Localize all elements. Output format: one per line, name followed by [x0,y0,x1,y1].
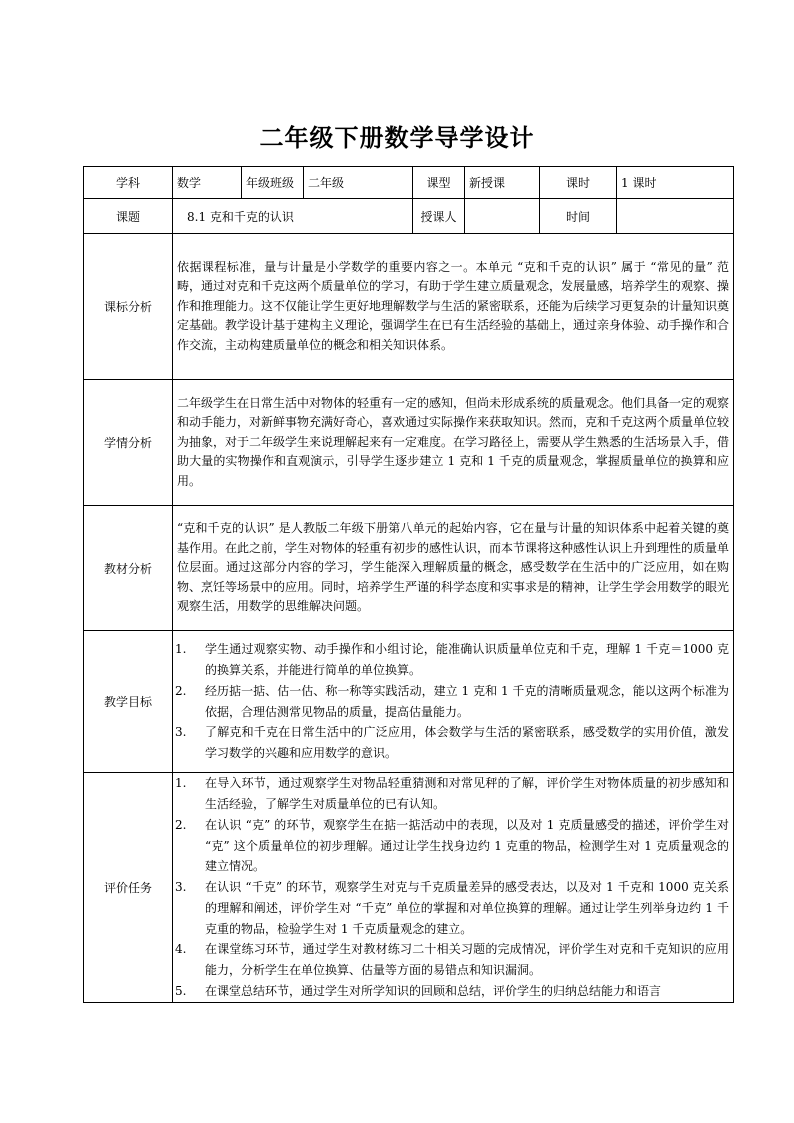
lesson-design-table [83,166,734,1003]
evaluation-item: 3. 在认识 “千克” 的环节，观察学生对克与千克质量差异的感受表达，以及对 1 千克和 1000 克关系的理解和阐述，评价学生对 “千克” 单位的掌握和对单位换算的理解。通过让学生列举身边约 1 千克重的物品，检验学生对 1 千克质量观念的建立。 [175,880,729,936]
textbook-label: 教材分析 [84,506,173,631]
page-title: 二年级下册数学导学设计 [259,123,535,152]
time-label: 时间 [540,199,617,234]
type-label: 课型 [413,167,465,199]
goal-item: 3. 了解克和千克在日常生活中的广泛应用，体会数学与生活的紧密联系，感受数学的实用价值，激发学习数学的兴趣和应用数学的意识。 [175,725,729,761]
subject-label: 学科 [84,167,173,199]
topic-label: 课题 [84,199,173,234]
row-topic [84,199,734,234]
evaluation-item: 5. 在课堂总结环节，通过学生对所学知识的回顾和总结，评价学生的归纳总结能力和语言 [175,984,662,999]
teacher-value [465,199,540,234]
goals-list [177,639,729,764]
goals-cell [173,631,734,773]
goal-item: 2. 经历掂一掂、估一估、称一称等实践活动，建立 1 克和 1 千克的清晰质量观念，能以这两个标准为依据，合理估测常见物品的质量，提高估量能力。 [175,683,729,719]
type-value: 新授课 [465,167,540,199]
evaluation-item: 4. 在课堂练习环节，通过学生对教材练习二十相关习题的完成情况，评价学生对克和千克知识的应用能力，分析学生在单位换算、估量等方面的易错点和知识漏洞。 [175,942,729,978]
grade-label: 年级班级 [242,167,304,199]
goals-label: 教学目标 [84,631,173,773]
teacher-label: 授课人 [413,199,465,234]
hours-label: 课时 [540,167,617,199]
evaluation-list [177,773,729,1002]
evaluation-item: 1. 在导入环节，通过观察学生对物品轻重猜测和对常见秤的了解，评价学生对物体质量的初步感知和生活经验，了解学生对质量单位的已有认知。 [175,776,729,811]
students-text: 二年级学生在日常生活中对物体的轻重有一定的感知，但尚未形成系统的质量观念。他们具备一定的观察和动手能力，对新鲜事物充满好奇心，喜欢通过实际操作来获取知识。然而，克和千克这两个质量单位较为抽象，对于二年级学生来说理解起来有一定难度。在学习路径上，需要从学生熟悉的生活场景入手，借助大量的实物操作和直观演示，引导学生逐步建立 1 克和 1 千克的质量观念，掌握质量单位的换算和应用。 [173,380,734,506]
evaluation-label: 评价任务 [84,773,173,1003]
evaluation-cell [173,773,734,1003]
row-textbook [84,506,734,631]
row-goals [84,631,734,773]
curriculum-text: 依据课程标准，量与计量是小学数学的重要内容之一。本单元 “克和千克的认识” 属于 “常见的量” 范畴，通过对克和千克这两个质量单位的学习，有助于学生建立质量观念，发展量感，培养学生的观察、操作和推理能力。这不仅能让学生更好地理解数学与生活的紧密联系，还能为后续学习更复杂的计量知识奠定基础。教学设计基于建构主义理论，强调学生在已有生活经验的基础上，通过亲身体验、动手操作和合作交流，主动构建质量单位的概念和相关知识体系。 [173,234,734,380]
topic-value: 8.1 克和千克的认识 [173,199,413,234]
row-students [84,380,734,506]
goal-item: 1. 学生通过观察实物、动手操作和小组讨论，能准确认识质量单位克和千克，理解 1 千克＝1000 克的换算关系，并能进行简单的单位换算。 [175,642,729,677]
grade-value: 二年级 [304,167,413,199]
subject-value: 数学 [173,167,242,199]
textbook-text: “克和千克的认识” 是人教版二年级下册第八单元的起始内容，它在量与计量的知识体系中起着关键的奠基作用。在此之前，学生对物体的轻重有初步的感性认识，而本节课将这种感性认识上升到理性的质量单位层面。通过这部分内容的学习，学生能深入理解质量的概念，感受数学在生活中的广泛应用，如在购物、烹饪等场景中的应用。同时，培养学生严谨的科学态度和实事求是的精神，让学生学会用数学的眼光观察生活，用数学的思维解决问题。 [173,506,734,631]
time-value [617,199,734,234]
students-label: 学情分析 [84,380,173,506]
row-curriculum [84,234,734,380]
curriculum-label: 课标分析 [84,234,173,380]
evaluation-item: 2. 在认识 “克” 的环节，观察学生在掂一掂活动中的表现，以及对 1 克质量感受的描述，评价学生对 “克” 这个质量单位的初步理解。通过让学生找身边约 1 克重的物品，检测学生对 1 克质量观念的建立情况。 [175,817,729,874]
row-evaluation [84,773,734,1003]
row-subject [84,167,734,199]
hours-value: 1 课时 [617,167,734,199]
